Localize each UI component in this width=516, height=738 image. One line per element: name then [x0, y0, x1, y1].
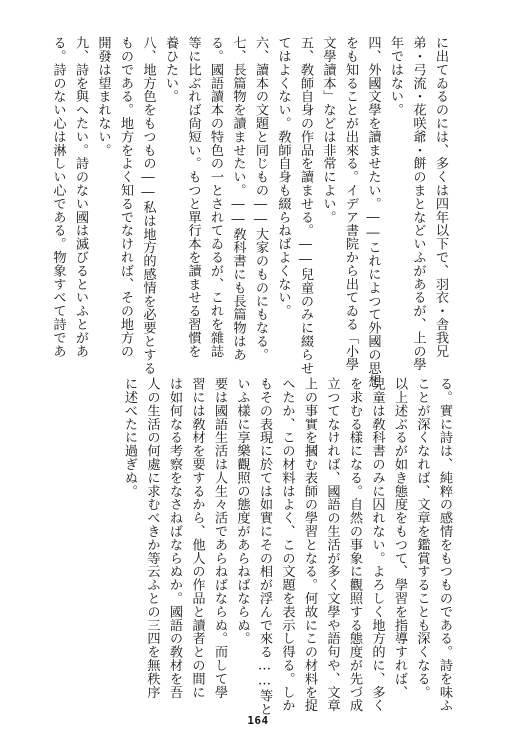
text-line: 以上述ぶるが如き態度をもつて、學習を指導すれば、: [392, 377, 407, 699]
text-line: 上の事實を摑む表師の學習となる。何故にこの材料を捉: [302, 377, 317, 712]
text-line: ことが深くなれば、文章を鑑賞することも深くなる。: [414, 377, 430, 699]
text-line: へたか、この材料はよく、この文題を表示し得る。しか: [279, 377, 295, 712]
text-line: 開發は望まれない。: [95, 36, 111, 157]
text-line: に出てゐるのには、多くは四年以下で、羽衣・舎我兄: [433, 36, 448, 358]
text-line: 人の生活の何處に求むべきか等云ふとの三四を無秩序: [144, 377, 160, 699]
text-line: る。詩のない心は淋しい心である。物象すべて詩であ: [50, 36, 66, 358]
text-line: をも知ることが出來る。イデア書院から出てゐる「小學: [343, 36, 358, 371]
text-line: を求むる樣になる。自然の事象に觀照する態度が先づ成: [347, 377, 362, 712]
list-item-8: 八、地方色をもつもの――私は地方的感情を必要とする: [140, 36, 156, 375]
text-line: 等に比ぶれば尙短い。もつと單行本を讀ませる習慣を: [185, 36, 201, 358]
list-item-6: 六、讀本の文題と同じもの――大家のものにもなる。: [253, 36, 268, 362]
list-item-7: 七、長篇物を讀ませたい。――敎科書にも長篇物はあ: [230, 36, 246, 362]
text-line: てはよくない。敎師自身も綴らねばよくない。: [275, 36, 291, 318]
text-line: 養ひたい。: [163, 36, 178, 103]
upper-text-block: [50, 36, 451, 388]
text-line: る。實に詩は、純粹の感情をもつものである。詩を味ふ: [437, 377, 452, 712]
text-line: 習には敎材を要するから、他人の作品と讀者との間に: [189, 377, 205, 699]
text-line: る。國語讀本の特色の一とされてゐるが、これを雜誌: [208, 36, 223, 358]
text-line: もその表現に於ては如實にその相が浮んで來る……等と: [257, 377, 272, 716]
text-line: 要は國語生活は人生々活であらねばならぬ。而して學: [212, 377, 227, 699]
text-line: 年ではない。: [388, 36, 403, 117]
list-item-9: 九、詩を與へたい。詩のない國は滅びるといふとがあ: [73, 36, 88, 358]
lower-text-block: [106, 377, 455, 716]
text-line: は如何なる考察をなさねばならぬか。國語の敎材を吾: [167, 377, 182, 699]
list-item-4: 四、外國文學を讀ませたい。――これによつて外國の思想: [365, 36, 381, 388]
text-line: 立つてなければ、國語の生活が多く文學や語句や、文章: [324, 377, 340, 712]
text-line: ものである。地方をよく知るでなければ、その地方の: [118, 36, 133, 358]
text-line: に述べたに過ぎぬ。: [122, 377, 137, 498]
page-number: 164: [247, 714, 269, 727]
text-line: 文學讀本」などは非常によい。: [320, 36, 336, 224]
list-item-5: 五、敎師自身の作品を讀ませる。――兒童のみに綴らせ: [298, 36, 313, 375]
text-line: 弟・弓流・花咲爺・餅のまとなどいふがあるが、上の學: [410, 36, 426, 371]
text-line: 兒童は敎科書のみに囚れない。よろしく地方的に、多く: [369, 377, 385, 712]
text-line: いふ樣に享樂觀照の態度があらねばならぬ。: [234, 377, 250, 645]
